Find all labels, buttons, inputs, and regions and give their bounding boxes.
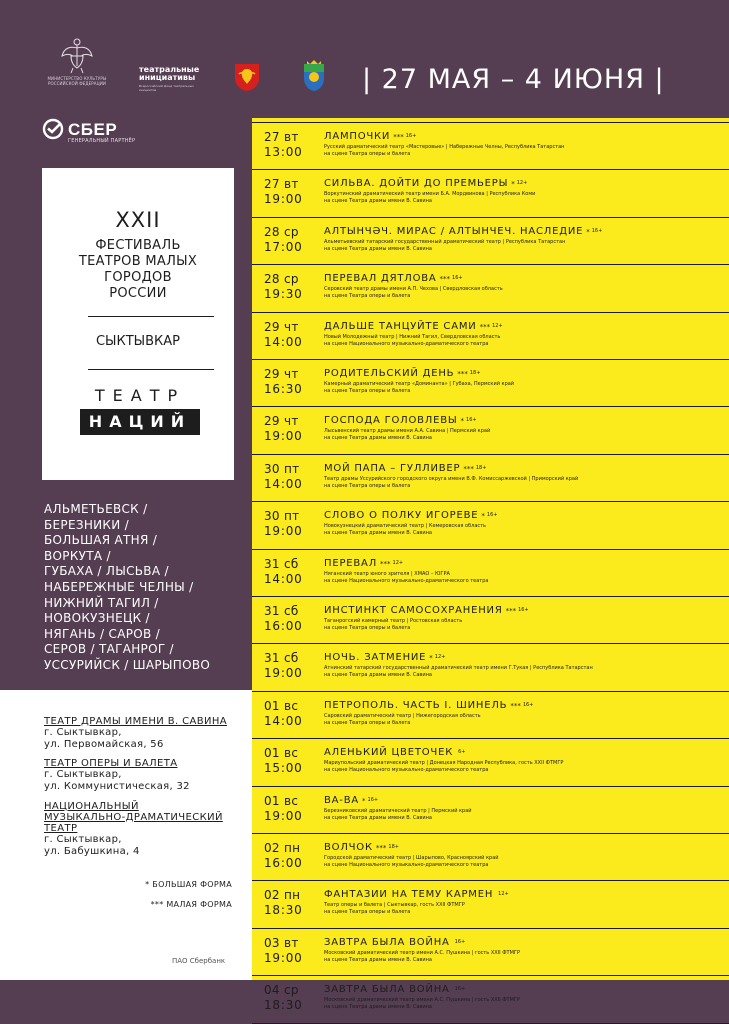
venue-address-street: ул. Бабушкина, 4	[44, 846, 140, 857]
venues-panel	[0, 690, 252, 980]
row-divider	[252, 359, 729, 360]
festival-title-line: ФЕСТИВАЛЬ	[95, 238, 181, 253]
event-title-line	[324, 795, 378, 807]
copyright: ПАО Сбербанк	[172, 957, 226, 965]
venue-name: НАЦИОНАЛЬНЫЙ	[44, 801, 139, 812]
event-form-marks: *	[586, 227, 590, 236]
event-venue: на сцене Национального музыкально-драматического театра	[324, 340, 489, 347]
event-time: 19:00	[264, 950, 303, 965]
event-time: 16:00	[264, 856, 303, 870]
event-venue: на сцене Театра оперы и балета	[324, 909, 411, 916]
schedule-row	[252, 786, 729, 834]
row-divider	[252, 880, 729, 881]
schedule-row	[252, 312, 729, 360]
event-age-rating: 16+	[452, 275, 463, 282]
event-form-marks: *	[481, 512, 485, 521]
event-date: 28 ср	[264, 272, 299, 287]
ti-logo-title-2: инициативы	[139, 73, 196, 82]
schedule-row	[252, 359, 729, 407]
event-form-marks: ***	[505, 607, 517, 615]
event-age-rating: 16+	[522, 701, 534, 708]
event-title: ГОСПОДА ГОЛОВЛЕВЫ	[324, 415, 458, 427]
event-venue: на сцене Национального музыкально-драматического театра	[324, 767, 489, 774]
row-divider	[252, 833, 729, 834]
event-title: ПЕТРОПОЛЬ. ЧАСТЬ I. ШИНЕЛЬ	[324, 699, 508, 711]
festival-title-line: ГОРОДОВ	[104, 270, 172, 285]
event-title-line	[324, 273, 463, 285]
legend-big-form: * БОЛЬШАЯ ФОРМА	[145, 880, 232, 889]
event-form-marks: ***	[479, 322, 491, 331]
venue-address-street: ул. Коммунистическая, 32	[44, 781, 190, 792]
schedule-row	[252, 217, 729, 265]
schedule-row	[252, 975, 729, 1023]
row-divider	[252, 786, 729, 787]
event-venue: на сцене Театра оперы и балета	[324, 388, 411, 394]
event-title: АЛТЫНЧӘЧ. МИРАС / АЛТЫНЧЕЧ. НАСЛЕДИЕ	[324, 225, 584, 237]
event-time: 14:00	[264, 476, 303, 491]
ministry-logo-text: МИНИСТЕРСТВО КУЛЬТУРЫ РОССИЙСКОЙ ФЕДЕРАЦИИ	[47, 76, 107, 86]
city-line: БЕРЕЗНИКИ /	[44, 517, 129, 532]
row-divider	[252, 501, 729, 502]
event-theatre: Саровский драматический театр | Нижегородская область	[324, 712, 481, 719]
event-date: 02 пн	[264, 841, 301, 855]
event-date: 02 пн	[264, 888, 301, 903]
event-title: РОДИТЕЛЬСКИЙ ДЕНЬ	[324, 368, 455, 379]
event-date: 30 пт	[264, 509, 300, 524]
festival-dates: | 27 МАЯ – 4 ИЮНЯ |	[362, 64, 665, 95]
event-date: 27 вт	[264, 177, 299, 192]
event-age-rating: 16+	[466, 417, 477, 424]
row-divider	[252, 122, 729, 123]
event-form-marks: ***	[375, 844, 387, 852]
event-venue: на сцене Театра оперы и балета	[324, 719, 411, 726]
venue-name: ТЕАТР	[44, 823, 78, 834]
event-age-rating: 12+	[516, 180, 528, 187]
city-line: НИЖНИЙ ТАГИЛ /	[44, 595, 159, 610]
event-venue: на сцене Национального музыкально-драматического театра	[324, 577, 489, 584]
event-age-rating: 12+	[498, 891, 509, 898]
event-venue: на сцене Театра драмы имени В. Савина	[324, 245, 432, 252]
event-form-marks: ***	[457, 370, 468, 378]
event-time: 19:00	[264, 524, 303, 539]
event-title-line	[324, 984, 465, 996]
schedule-row	[252, 738, 729, 786]
ti-logo-sub: Всероссийский фонд театральных инициатив	[139, 84, 194, 92]
city-line: НЯГАНЬ / САРОВ /	[44, 626, 160, 641]
row-divider	[252, 1023, 729, 1024]
venue-savin-drama	[44, 716, 244, 751]
row-divider	[252, 549, 729, 550]
event-title-line	[324, 226, 602, 238]
event-age-rating: 18+	[469, 370, 481, 376]
schedule-row	[252, 501, 729, 549]
event-form-marks: ***	[380, 559, 391, 568]
event-date: 27 вт	[264, 130, 299, 144]
event-date: 31 сб	[264, 604, 299, 618]
event-age-rating: 16+	[518, 607, 529, 613]
event-age-rating: 6+	[458, 749, 466, 756]
row-divider	[252, 406, 729, 407]
festival-title-line: ТЕАТРОВ МАЛЫХ	[78, 254, 198, 269]
schedule-row	[252, 122, 729, 170]
event-title: АЛЕНЬКИЙ ЦВЕТОЧЕК	[324, 747, 454, 759]
event-date: 30 пт	[264, 461, 300, 476]
theatre-initiatives-logo	[139, 66, 201, 98]
event-age-rating: 18+	[475, 464, 487, 471]
event-title-line	[324, 652, 445, 664]
schedule-row	[252, 691, 729, 739]
venue-address-city: г. Сыктывкар,	[44, 727, 122, 738]
event-theatre: Городской драматический театр | Шарыпово, Красноярский край	[324, 855, 499, 861]
row-divider	[252, 596, 729, 597]
event-age-rating: 12+	[434, 654, 446, 661]
event-title-line	[324, 700, 533, 712]
event-title-line	[324, 321, 503, 333]
event-date: 01 вс	[264, 698, 299, 713]
divider	[88, 369, 214, 370]
event-title: ПЕРЕВАЛ ДЯТЛОВА	[324, 273, 437, 285]
row-divider	[252, 312, 729, 313]
event-venue: на сцене Театра драмы имени В. Савина	[324, 530, 432, 537]
event-venue: на сцене Театра драмы имени В. Савина	[324, 814, 432, 821]
legend-small-form: *** МАЛАЯ ФОРМА	[150, 900, 232, 909]
event-title-line	[324, 510, 497, 522]
city-line: НАБЕРЕЖНЫЕ ЧЕЛНЫ /	[44, 579, 194, 594]
city-line: УССУРИЙСК / ШАРЫПОВО	[44, 657, 211, 672]
event-title: ФАНТАЗИИ НА ТЕМУ КАРМЕН	[324, 889, 494, 901]
event-date: 29 чт	[264, 367, 299, 381]
participating-cities	[44, 502, 249, 674]
teatr-natsiy-logo-bottom: НАЦИЙ	[80, 409, 200, 435]
event-title: ИНСТИНКТ САМОСОХРАНЕНИЯ	[324, 605, 503, 616]
event-title: СЛОВО О ПОЛКУ ИГОРЕВЕ	[324, 510, 479, 522]
syktyvkar-coat-of-arms-icon	[302, 60, 326, 92]
event-time: 19:30	[264, 287, 303, 302]
event-title-line	[324, 178, 527, 190]
venue-address-street: ул. Первомайская, 56	[44, 739, 164, 750]
venue-name: ТЕАТР ДРАМЫ ИМЕНИ В. САВИНА	[44, 716, 228, 727]
event-date: 29 чт	[264, 414, 299, 429]
event-theatre: Театр оперы и балета | Сыктывкар, гость XXII ФТМГР	[324, 902, 465, 909]
event-date: 01 вс	[264, 793, 299, 808]
event-form-marks: *	[429, 654, 433, 663]
event-form-marks: ***	[439, 275, 451, 284]
event-title: СИЛЬВА. ДОЙТИ ДО ПРЕМЬЕРЫ	[324, 178, 509, 190]
row-divider	[252, 169, 729, 170]
schedule-row	[252, 454, 729, 502]
venue-address-city: г. Сыктывкар,	[44, 769, 122, 780]
row-divider	[252, 975, 729, 976]
festival-title-line: РОССИИ	[109, 286, 167, 301]
event-time: 14:00	[264, 713, 303, 728]
event-theatre: Московский драматический театр имени А.С. Пушкина | гость XXII ФТМГР	[324, 997, 520, 1004]
row-divider	[252, 691, 729, 692]
event-age-rating: 18+	[388, 844, 399, 850]
event-theatre: Воркутинский драматический театр имени Б.А. Мордвинова | Республика Коми	[324, 191, 536, 198]
event-title: ЗАВТРА БЫЛА ВОЙНА	[324, 984, 450, 996]
event-theatre: Альметьевский татарский государственный драматический театр | Республика Татарстан	[324, 238, 566, 245]
event-title: ПЕРЕВАЛ	[324, 557, 378, 569]
schedule-row	[252, 880, 729, 928]
event-form-marks: *	[511, 180, 515, 189]
event-time: 16:30	[264, 382, 303, 396]
event-time: 14:00	[264, 334, 303, 349]
event-title: НОЧЬ. ЗАТМЕНИЕ	[324, 652, 427, 664]
venue-address-city: г. Сыктывкар,	[44, 834, 122, 845]
event-title: ДАЛЬШЕ ТАНЦУЙТЕ САМИ	[324, 320, 477, 332]
komi-coat-of-arms-icon	[233, 62, 261, 92]
event-title-line	[324, 463, 486, 475]
event-venue: на сцене Театра драмы имени В. Савина	[324, 1004, 432, 1011]
event-title: ЛАМПОЧКИ	[324, 131, 391, 142]
event-time: 19:00	[264, 429, 303, 444]
sponsor-name: СБЕР	[68, 120, 118, 139]
event-venue: на сцене Театра драмы имени В. Савина	[324, 435, 432, 442]
event-venue: на сцене Национального музыкально-драматического театра	[324, 862, 489, 868]
venue-opera-ballet	[44, 758, 244, 793]
event-venue: на сцене Театра оперы и балета	[324, 625, 411, 631]
event-title-line	[324, 368, 480, 380]
event-time: 19:00	[264, 666, 303, 681]
row-divider	[252, 928, 729, 929]
event-date: 04 ср	[264, 983, 299, 998]
event-theatre: Таганрогский камерный театр | Ростовская область	[324, 618, 463, 624]
event-title-line	[324, 889, 509, 901]
header	[0, 0, 729, 118]
event-form-marks: ***	[510, 701, 521, 710]
event-venue: на сцене Театра оперы и балета	[324, 151, 411, 157]
event-age-rating: 16+	[486, 512, 498, 519]
schedule-row	[252, 928, 729, 976]
event-age-rating: 16+	[405, 133, 417, 139]
event-form-marks: *	[460, 417, 465, 426]
eagle-emblem-icon	[60, 36, 94, 74]
event-form-marks: ***	[463, 464, 474, 473]
row-divider	[252, 217, 729, 218]
event-form-marks: ***	[393, 133, 404, 141]
event-time: 19:00	[264, 192, 303, 207]
event-time: 17:00	[264, 239, 303, 254]
schedule-row	[252, 833, 729, 881]
event-time: 14:00	[264, 571, 303, 586]
event-title: ВОЛЧОК	[324, 842, 373, 853]
event-date: 28 ср	[264, 224, 299, 239]
event-theatre: Новокузнецкий драматический театр | Кемеровская область	[324, 523, 486, 530]
event-time: 19:00	[264, 808, 303, 823]
event-title-line	[324, 747, 465, 759]
schedule-row	[252, 406, 729, 454]
event-venue: на сцене Театра драмы имени В. Савина	[324, 956, 432, 963]
event-venue: на сцене Театра оперы и балета	[324, 482, 411, 489]
event-age-rating: 16+	[367, 796, 379, 803]
event-theatre: Камерный драматический театр «Доминанта» | Губаха, Пермский край	[324, 381, 515, 387]
city-line: ВОРКУТА /	[44, 548, 111, 563]
event-venue: на сцене Театра драмы имени В. Савина	[324, 198, 432, 205]
event-title-line	[324, 605, 529, 617]
event-theatre: Мариупольский драматический театр | Донецкая Народная Республика, гость XXII ФТМГР	[324, 760, 564, 767]
event-theatre: Новый Молодежный театр | Нижний Тагил, Свердловская область	[324, 333, 501, 340]
event-theatre: Березниковский драматический театр | Пермский край	[324, 807, 472, 814]
schedule-row	[252, 643, 729, 691]
city-line: БОЛЬШАЯ АТНЯ /	[44, 533, 158, 548]
schedule-row	[252, 549, 729, 597]
event-date: 31 сб	[264, 651, 299, 666]
row-divider	[252, 264, 729, 265]
city-line: ГУБАХА / ЛЫСЬВА /	[44, 564, 169, 579]
event-title: МОЙ ПАПА – ГУЛЛИВЕР	[324, 462, 461, 474]
event-theatre: Серовский театр драмы имени А.П. Чехова | Свердловская область	[324, 286, 503, 293]
event-title-line	[324, 842, 399, 854]
sber-check-icon	[42, 118, 64, 140]
divider	[88, 316, 214, 317]
event-time: 13:00	[264, 145, 303, 159]
event-date: 29 чт	[264, 319, 299, 334]
event-date: 31 сб	[264, 556, 299, 571]
event-theatre: Русский драматический театр «Мастеровые» | Набережные Челны, Республика Татарстан	[324, 144, 565, 150]
event-date: 03 вт	[264, 935, 299, 950]
row-divider	[252, 454, 729, 455]
event-form-marks: *	[362, 796, 366, 805]
festival-title	[52, 238, 224, 302]
city-line: АЛЬМЕТЬЕВСК /	[44, 502, 148, 516]
sponsor-role: ГЕНЕРАЛЬНЫЙ ПАРТНЁР	[68, 138, 136, 144]
event-venue: на сцене Театра драмы имени В. Савина	[324, 672, 432, 679]
row-divider	[252, 643, 729, 644]
venue-name: МУЗЫКАЛЬНО-ДРАМАТИЧЕСКИЙ	[44, 812, 223, 823]
event-theatre: Лысьвенский театр драмы имени А.А. Савина | Пермский край	[324, 428, 491, 435]
event-theatre: Московский драматический театр имени А.С. Пушкина | гость XXII ФТМГР	[324, 949, 520, 956]
venue-national-music-drama	[44, 801, 244, 858]
schedule-end	[252, 1023, 729, 1024]
event-title: ЗАВТРА БЫЛА ВОЙНА	[324, 936, 450, 948]
event-time: 16:00	[264, 619, 303, 633]
festival-number: XXII	[115, 208, 161, 232]
ti-logo-title-1: театральные	[139, 65, 200, 74]
event-time: 18:30	[264, 903, 303, 918]
event-age-rating: 16+	[454, 938, 466, 945]
event-date: 01 вс	[264, 746, 299, 761]
event-theatre: Атнинский татарский государственный драматический театр имени Г.Тукая | Республика Татарстан	[324, 665, 593, 672]
event-age-rating: 16+	[591, 227, 603, 234]
host-city: СЫКТЫВКАР	[95, 334, 181, 349]
city-line: СЕРОВ / ТАГАНРОГ /	[44, 642, 174, 657]
event-title-line	[324, 131, 416, 143]
event-title-line	[324, 558, 403, 570]
event-age-rating: 12+	[392, 559, 404, 566]
event-age-rating: 16+	[454, 986, 466, 993]
event-title-line	[324, 937, 465, 949]
teatr-natsiy-logo-top: ТЕАТР	[94, 386, 186, 405]
schedule-row	[252, 264, 729, 312]
event-title-line	[324, 415, 477, 427]
sber-logo	[42, 118, 182, 148]
schedule-row	[252, 169, 729, 217]
schedule-row	[252, 596, 729, 644]
event-time: 15:00	[264, 761, 303, 776]
event-time: 18:30	[264, 998, 303, 1013]
city-line: НОВОКУЗНЕЦК /	[44, 611, 150, 626]
festival-card	[42, 168, 234, 480]
event-title: ВА-ВА	[324, 794, 360, 806]
event-age-rating: 12+	[492, 322, 503, 329]
event-venue: на сцене Театра оперы и балета	[324, 293, 411, 300]
ministry-of-culture-logo	[46, 36, 108, 96]
event-theatre: Няганский театр юного зрителя | ХМАО – ЮГРА	[324, 570, 450, 577]
venue-name: ТЕАТР ОПЕРЫ И БАЛЕТА	[44, 758, 178, 769]
schedule	[252, 118, 729, 1013]
row-divider	[252, 738, 729, 739]
event-theatre: Театр драмы Уссурийского городского округа имени В.Ф. Комиссаржевской | Приморский край	[324, 475, 579, 482]
